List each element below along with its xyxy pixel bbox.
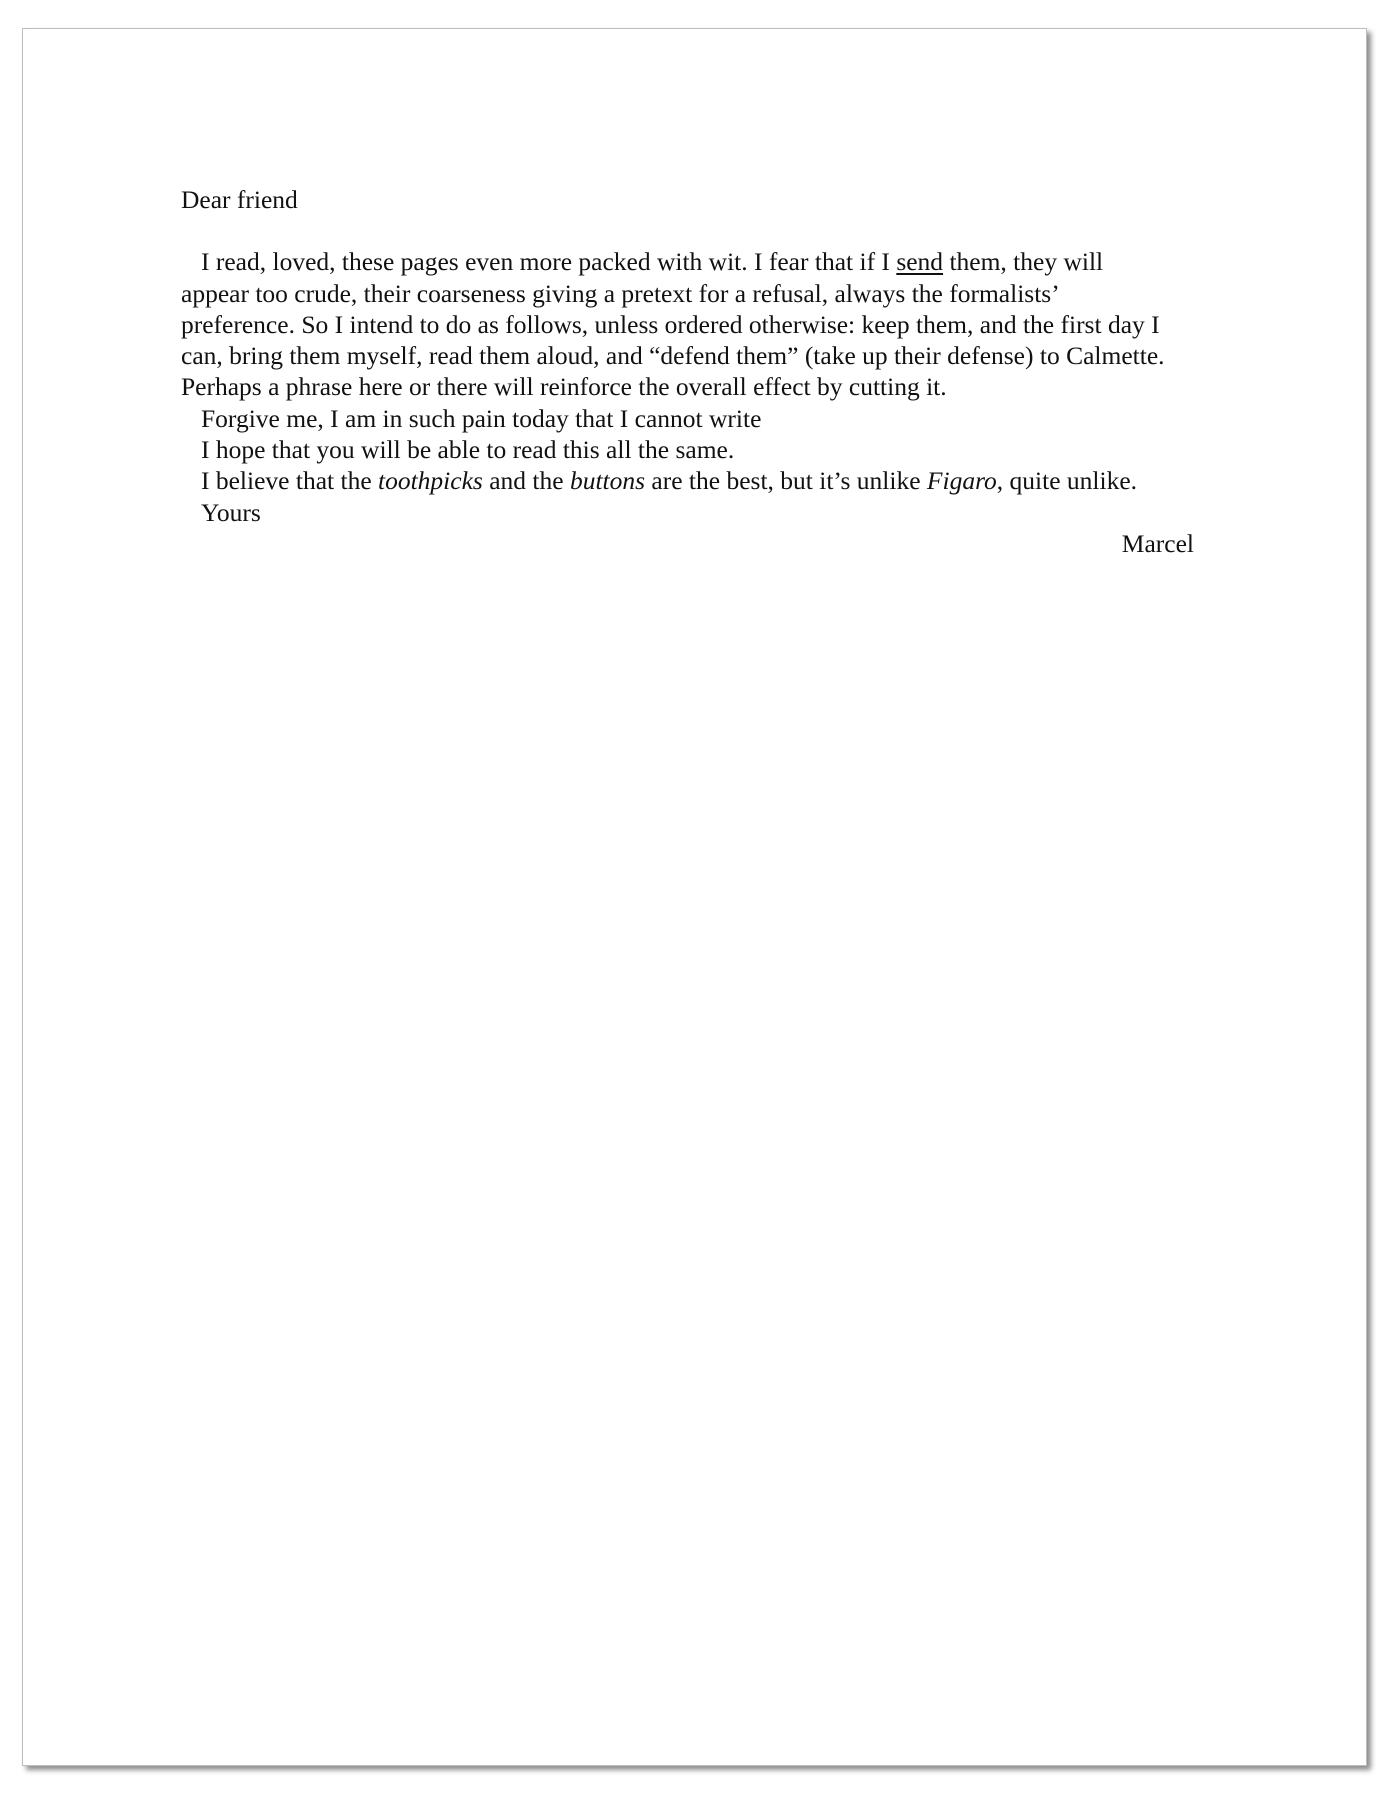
line-1-text: I read, loved, these pages even more packed with wit. I fear that if I bbox=[201, 247, 897, 277]
believe-text-3: are the best, but it’s unlike bbox=[645, 466, 927, 496]
closing: Yours bbox=[201, 497, 261, 527]
italic-toothpicks: toothpicks bbox=[378, 466, 483, 496]
italic-buttons: buttons bbox=[569, 466, 646, 496]
paragraph-line-4: can, bring them myself, read them aloud, and “defend them” (take up their defense) to Calmette. bbox=[181, 341, 1165, 371]
paragraph-line-5: Perhaps a phrase here or there will reinforce the overall effect by cutting it. bbox=[181, 372, 947, 402]
signature: Marcel bbox=[1121, 528, 1194, 558]
document-page bbox=[22, 28, 1367, 1766]
salutation: Dear friend bbox=[181, 185, 298, 214]
believe-text-1: I believe that the bbox=[201, 466, 379, 496]
paragraph-line-2: appear too crude, their coarseness giving a pretext for a refusal, always the formalists’ bbox=[181, 278, 1060, 308]
believe-text-4: , quite unlike. bbox=[996, 466, 1138, 496]
believe-text-2: and the bbox=[482, 466, 570, 496]
line-believe bbox=[181, 465, 1236, 496]
line-1-text-end: them, they will bbox=[943, 247, 1104, 277]
italic-figaro: Figaro bbox=[926, 466, 997, 496]
letter-body bbox=[181, 184, 1236, 559]
underlined-word-send: send bbox=[896, 247, 944, 277]
line-hope: I hope that you will be able to read this all the same. bbox=[201, 435, 735, 465]
line-forgive: Forgive me, I am in such pain today that I cannot write bbox=[201, 403, 762, 433]
paragraph-line-3: preference. So I intend to do as follows, unless ordered otherwise: keep them, and the first day I bbox=[181, 309, 1160, 339]
paragraph-line-1 bbox=[181, 246, 1236, 277]
